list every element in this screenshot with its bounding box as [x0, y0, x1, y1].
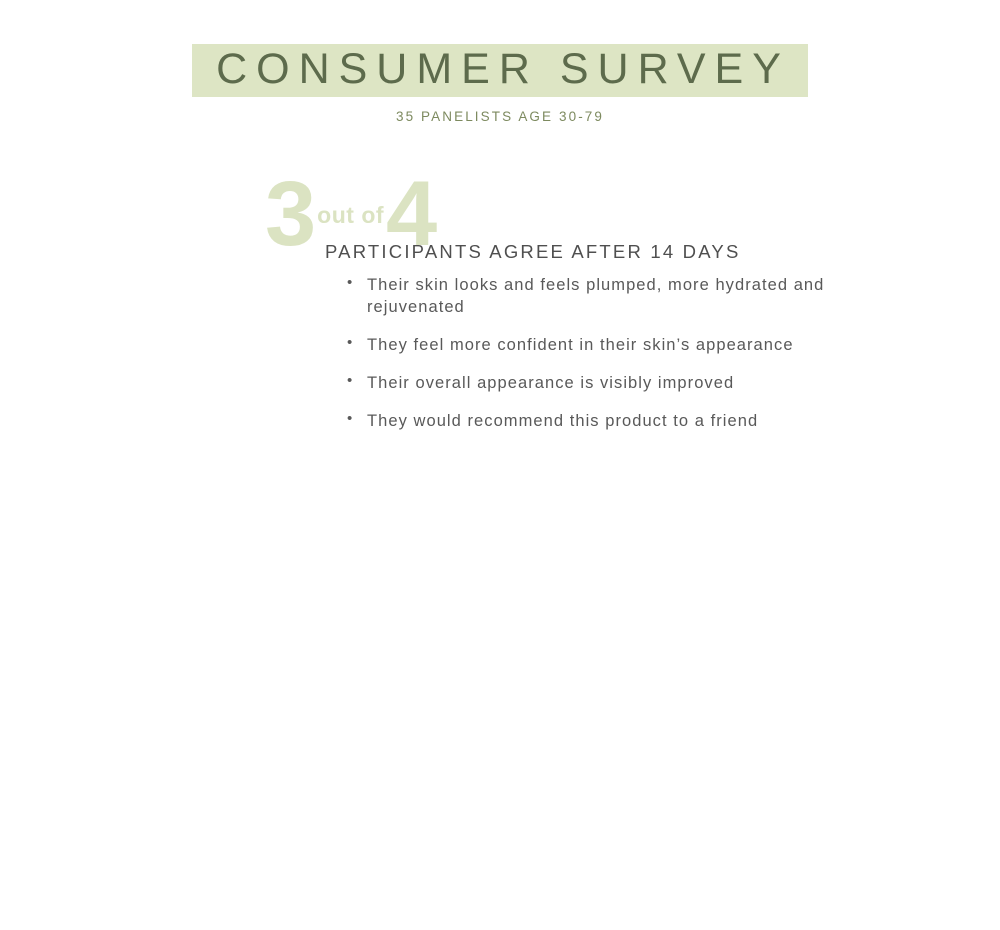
- list-item: • They would recommend this product to a friend: [345, 410, 905, 432]
- list-item: • They feel more confident in their skin’s appearance: [345, 334, 905, 356]
- title-highlight-band: [192, 44, 808, 97]
- statistic-connector: out of: [317, 202, 385, 228]
- list-item: • Their overall appearance is visibly improved: [345, 372, 905, 394]
- page-subtitle: 35 PANELISTS AGE 30-79: [395, 109, 605, 124]
- page-title: CONSUMER SURVEY: [216, 45, 790, 93]
- statistic-numerator: 3: [265, 163, 316, 265]
- claims-list: [345, 274, 905, 449]
- agree-statement: PARTICIPANTS AGREE AFTER 14 DAYS: [325, 241, 741, 262]
- statistic-denominator: 4: [386, 163, 437, 265]
- list-item: • Their skin looks and feels plumped, more hydrated and rejuvenated: [345, 274, 905, 318]
- page-title-container: [0, 44, 1000, 97]
